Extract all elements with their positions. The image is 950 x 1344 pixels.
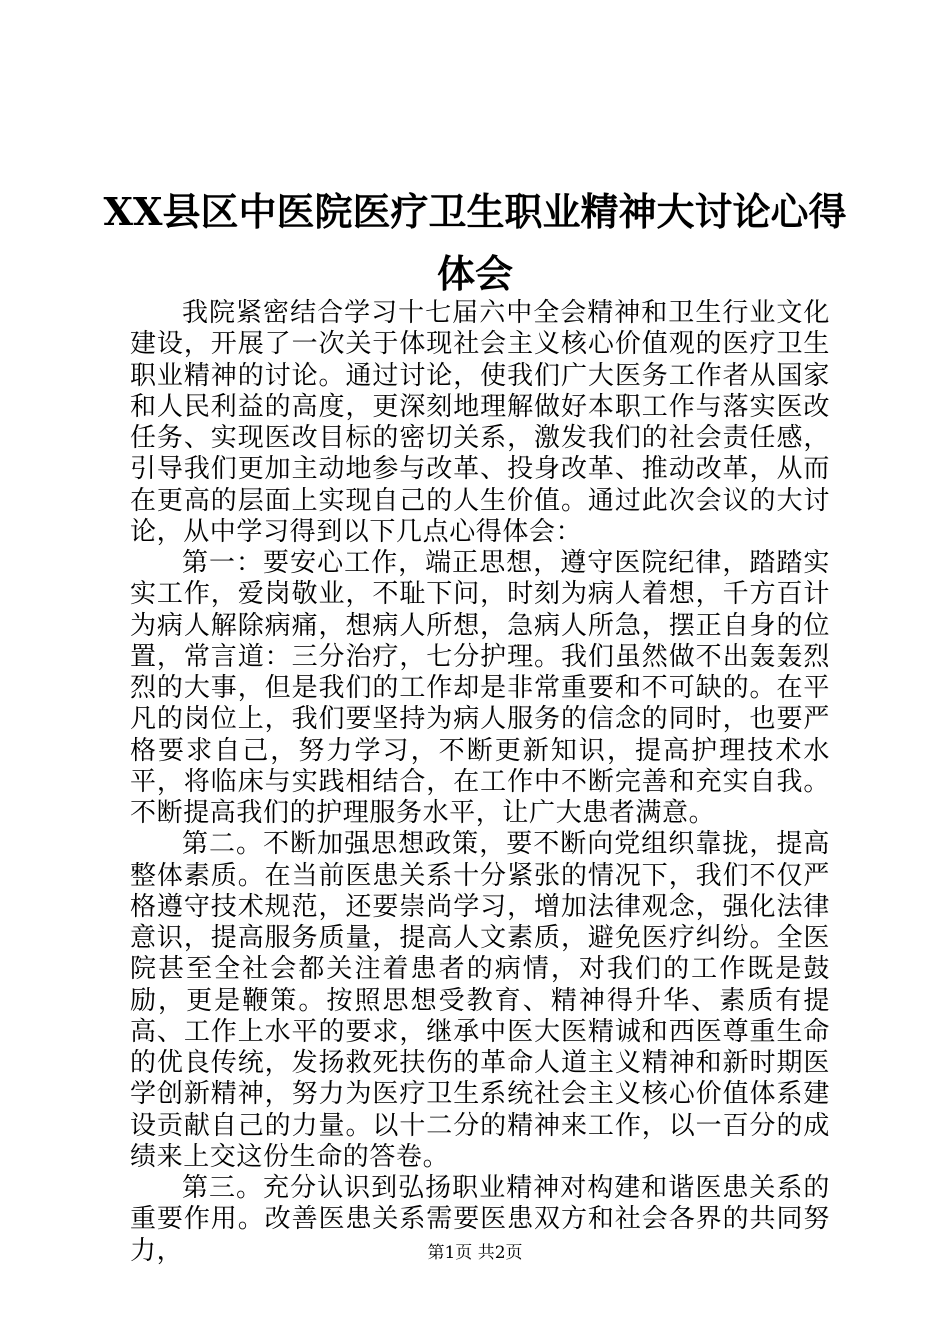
page-number-footer: 第1页 共2页	[427, 1243, 523, 1263]
document-body	[130, 298, 830, 1267]
document-title-line-1: XX县区中医院医疗卫生职业精神大讨论心得	[103, 189, 847, 234]
paragraph-second-point: 第二。不断加强思想政策，要不断向党组织靠拢，提高整体素质。在当前医患关系十分紧张的情况下，我们不仅严格遵守技术规范，还要崇尚学习，增加法律观念，强化法律意识，提高服务质量，提高人文素质，避免医疗纠纷。全医院甚至全社会都关注着患者的病情，对我们的工作既是鼓励，更是鞭策。按照思想受教育、精神得升华、素质有提高、工作上水平的要求，继承中医大医精诚和西医尊重生命的优良传统，发扬救死扶伤的革命人道主义精神和新时期医学创新精神，努力为医疗卫生系统社会主义核心价值体系建设贡献自己的力量。以十二分的精神来工作，以一百分的成绩来上交这份生命的答卷。	[130, 829, 830, 1172]
paragraph-first-point: 第一：要安心工作，端正思想，遵守医院纪律，踏踏实实工作，爱岗敬业，不耻下问，时刻为病人着想，千方百计为病人解除病痛，想病人所想，急病人所急，摆正自身的位置，常言道：三分治疗，七分护理。我们虽然做不出轰轰烈烈的大事，但是我们的工作却是非常重要和不可缺的。在平凡的岗位上，我们要坚持为病人服务的信念的同时，也要严格要求自己，努力学习，不断更新知识，提高护理技术水平，将临床与实践相结合，在工作中不断完善和充实自我。不断提高我们的护理服务水平，让广大患者满意。	[130, 548, 830, 828]
paragraph-intro: 我院紧密结合学习十七届六中全会精神和卫生行业文化建设，开展了一次关于体现社会主义核心价值观的医疗卫生职业精神的讨论。通过讨论，使我们广大医务工作者从国家和人民利益的高度，更深刻地理解做好本职工作与落实医改任务、实现医改目标的密切关系，激发我们的社会责任感，引导我们更加主动地参与改革、投身改革、推动改革，从而在更高的层面上实现自己的人生价值。通过此次会议的大讨论，从中学习得到以下几点心得体会：	[130, 298, 830, 547]
paragraph-third-point: 第三。充分认识到弘扬职业精神对构建和谐医患关系的重要作用。改善医患关系需要医患双方和社会各界的共同努力，	[130, 1173, 830, 1266]
document-title-line-2: 体会	[436, 251, 513, 296]
